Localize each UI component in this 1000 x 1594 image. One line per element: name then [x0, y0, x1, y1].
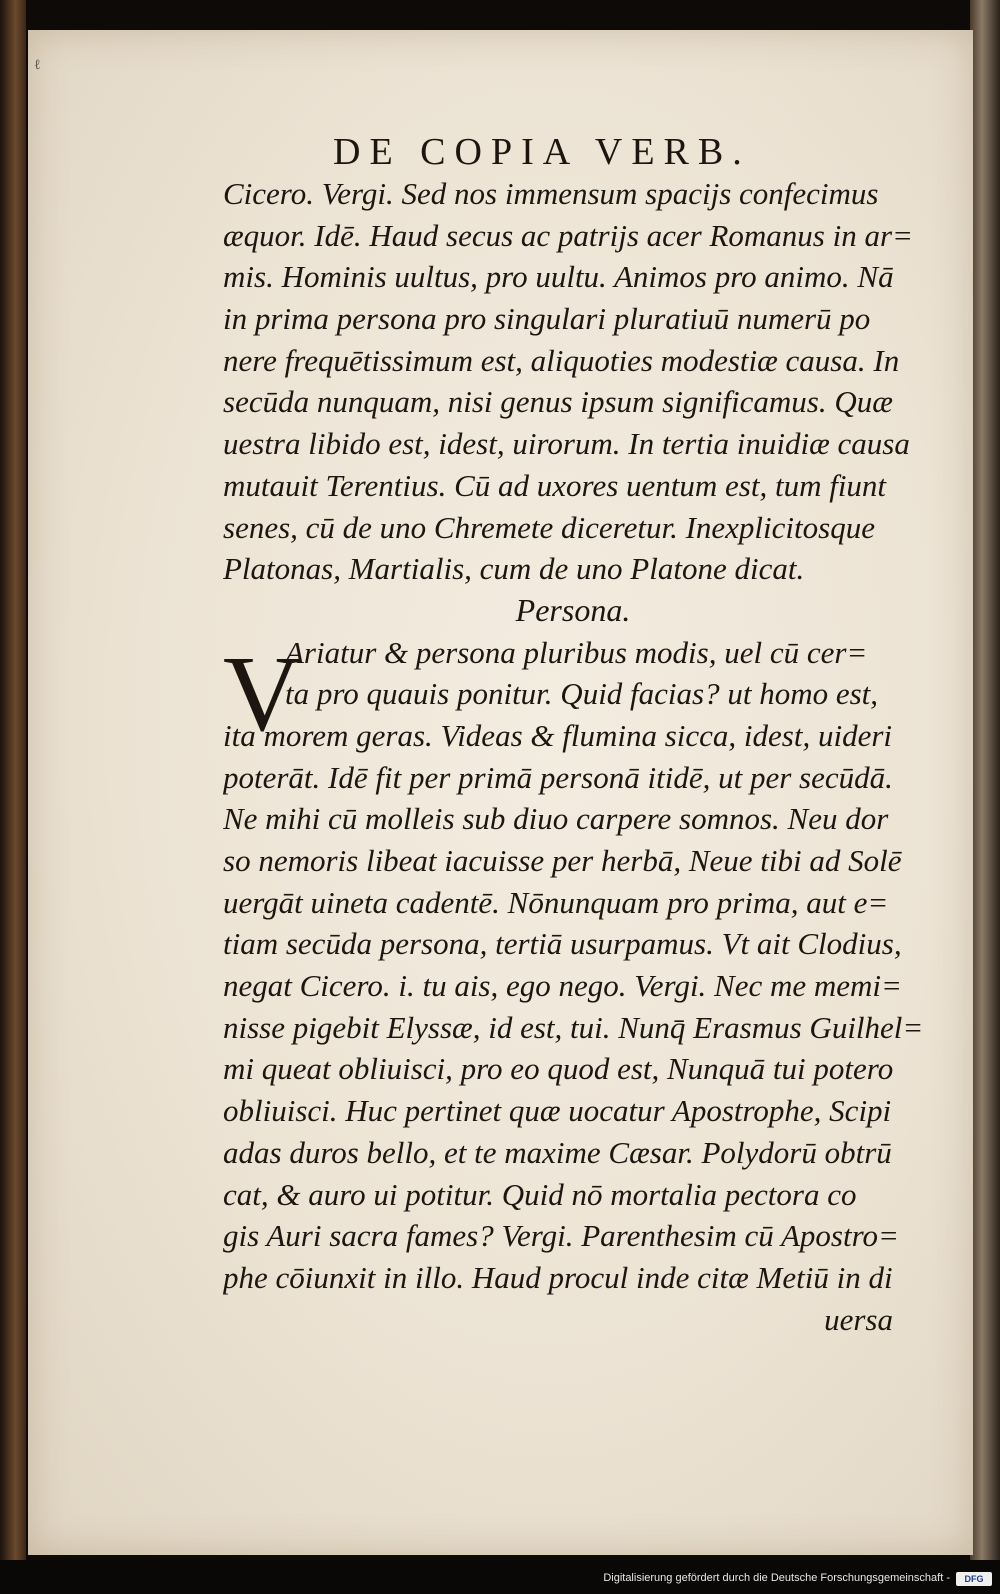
page-margin-mark: ℓ — [34, 58, 41, 73]
book-spine-left — [0, 0, 26, 1560]
text-line: mi queat obliuisci, pro eo quod est, Nunquā tui potero — [223, 1051, 894, 1087]
text-block — [223, 173, 923, 1340]
text-line: Ne mihi cū molleis sub diuo carpere somnos. Neu dor — [223, 801, 889, 837]
text-line: tiam secūda persona, tertiā usurpamus. Vt ait Clodius, — [223, 926, 902, 962]
text-line: obliuisci. Huc pertinet quæ uocatur Apostrophe, Scipi — [223, 1093, 892, 1129]
text-line: phe cōiunxit in illo. Haud procul inde citæ Metiū in di — [223, 1259, 893, 1295]
text-line: in prima persona pro singulari pluratiuū numerū po — [223, 301, 871, 337]
digitization-credit: Digitalisierung gefördert durch die Deutsche Forschungsgemeinschaft - — [603, 1572, 950, 1584]
text-line: negat Cicero. i. tu ais, ego nego. Vergi. Nec me memi= — [223, 968, 902, 1004]
text-line: gis Auri sacra fames? Vergi. Parenthesim cū Apostro= — [223, 1218, 899, 1254]
text-line: nere frequētissimum est, aliquoties modestiæ causa. In — [223, 342, 900, 378]
text-line: nisse pigebit Elyssæ, id est, tui. Nunq̄ Erasmus Guilhel= — [223, 1009, 923, 1045]
text-line: secūda nunquam, nisi genus ipsum significamus. Quæ — [223, 384, 893, 420]
text-line: æquor. Idē. Haud secus ac patrijs acer Romanus in ar= — [223, 217, 913, 253]
dfg-logo: DFG — [956, 1572, 992, 1586]
text-line: uergāt uineta cadentē. Nōnunquam pro prima, aut e= — [223, 884, 889, 920]
text-line: cat, & auro ui potitur. Quid nō mortalia pectora co — [223, 1176, 857, 1212]
text-line: poterāt. Idē fit per primā personā itidē, ut per secūdā. — [223, 759, 893, 795]
text-line: mis. Hominis uultus, pro uultu. Animos pro animo. Nā — [223, 259, 894, 295]
text-line: uestra libido est, idest, uirorum. In tertia inuidiæ causa — [223, 426, 910, 462]
section-heading: Persona. — [515, 591, 631, 628]
text-line: adas duros bello, et te maxime Cæsar. Polydorū obtrū — [223, 1134, 892, 1170]
book-edge-right — [970, 0, 1000, 1560]
text-line: Cicero. Vergi. Sed nos immensum spacijs confecimus — [223, 176, 879, 211]
text-line: senes, cū de uno Chremete diceretur. Inexplicitosque — [223, 509, 875, 545]
text-line: mutauit Terentius. Cū ad uxores uentum est, tum fiunt — [223, 467, 887, 503]
text-line: ita morem geras. Videas & flumina sicca, idest, uideri — [223, 717, 893, 753]
text-line: Ariatur & persona pluribus modis, uel cū cer= — [285, 634, 868, 670]
text-line: so nemoris libeat iacuisse per herbā, Neue tibi ad Solē — [223, 843, 902, 878]
drop-cap: V — [223, 635, 301, 754]
catchword: uersa — [824, 1301, 893, 1337]
running-head: DE COPIA VERB. — [333, 131, 751, 173]
text-line: ta pro quauis ponitur. Quid facias? ut homo est, — [285, 676, 879, 712]
text-line: Platonas, Martialis, cum de uno Platone dicat. — [223, 551, 805, 587]
